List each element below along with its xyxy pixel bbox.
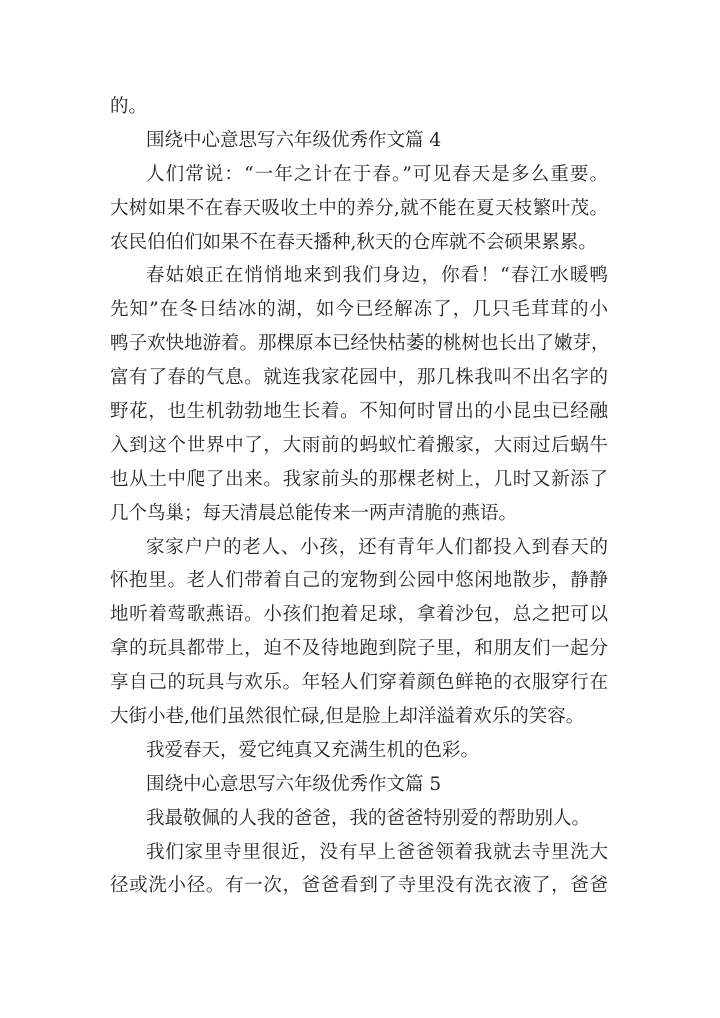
text-line: 我们家里寺里很近，没有早上爸爸领着我就去寺里洗大 — [146, 841, 608, 863]
text-line: 几个鸟巢；每天清晨总能传来一两声清脆的燕语。 — [110, 502, 518, 524]
text-line: 怀抱里。老人们带着自己的宠物到公园中悠闲地散步，静静 — [110, 570, 608, 592]
text-line: 家家户户的老人、小孩，还有青年人们都投入到春天的 — [146, 536, 608, 558]
paragraph — [110, 90, 608, 124]
text-line: 春姑娘正在悄悄地来到我们身边，你看！“春江水暖鸭 — [146, 265, 608, 287]
paragraph — [110, 259, 608, 530]
text-line: 我最敬佩的人我的爸爸，我的爸爸特别爱的帮助别人。 — [146, 807, 591, 829]
text-line: 径或洗小径。有一次，爸爸看到了寺里没有洗衣液了，爸爸 — [110, 875, 608, 897]
text-line: 先知”在冬日结冰的湖，如今已经解冻了，几只毛茸茸的小 — [110, 299, 608, 321]
paragraph — [110, 158, 608, 260]
section-heading — [110, 768, 608, 802]
text-line: 富有了春的气息。就连我家花园中，那几株我叫不出名字的 — [110, 367, 608, 389]
document-page — [110, 90, 608, 903]
text-line: 大街小巷,他们虽然很忙碌,但是脸上却洋溢着欢乐的笑容。 — [110, 706, 585, 728]
text-line: 大树如果不在春天吸收土中的养分,就不能在夏天枝繁叶茂。 — [110, 197, 608, 219]
text-line: 人们常说：“一年之计在于春。”可见春天是多么重要。 — [146, 163, 608, 185]
text-line: 农民伯伯们如果不在春天播种,秋天的仓库就不会硕果累累。 — [110, 231, 597, 253]
text-line: 也从土中爬了出来。我家前头的那棵老树上，几时又新添了 — [110, 468, 608, 490]
text-line: 地听着莺歌燕语。小孩们抱着足球，拿着沙包，总之把可以 — [110, 604, 608, 626]
section-heading — [110, 124, 608, 158]
text-line: 入到这个世界中了，大雨前的蚂蚁忙着搬家，大雨过后蜗牛 — [110, 434, 608, 456]
text-line: 的。 — [110, 96, 148, 117]
paragraph — [110, 836, 608, 904]
text-line: 我爱春天，爱它纯真又充满生机的色彩。 — [146, 739, 480, 761]
paragraph — [110, 802, 608, 836]
text-line: 拿的玩具都带上，迫不及待地跑到院子里，和朋友们一起分 — [110, 638, 608, 660]
text-line: 鸭子欢快地游着。那棵原本已经快枯萎的桃树也长出了嫩芽， — [110, 333, 610, 355]
text-line: 围绕中心意思写六年级优秀作文篇 4 — [146, 129, 442, 151]
paragraph — [110, 734, 608, 768]
text-line: 围绕中心意思写六年级优秀作文篇 5 — [146, 773, 442, 795]
text-line: 野花，也生机勃勃地生长着。不知何时冒出的小昆虫已经融 — [110, 401, 608, 423]
text-line: 享自己的玩具与欢乐。年轻人们穿着颜色鲜艳的衣服穿行在 — [110, 672, 608, 694]
paragraph — [110, 531, 608, 734]
